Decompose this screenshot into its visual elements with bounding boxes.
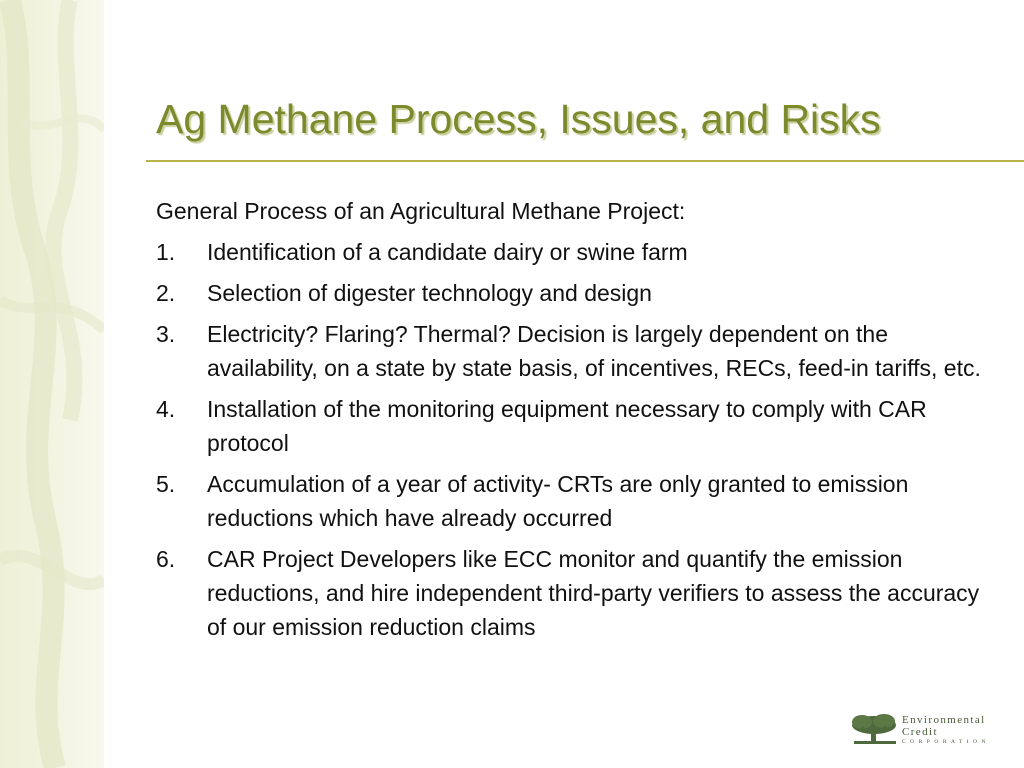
slide-title: Ag Methane Process, Issues, and Risks xyxy=(156,96,881,142)
list-item-text: Installation of the monitoring equipment necessary to comply with CAR protocol xyxy=(207,396,927,456)
list-item xyxy=(156,276,996,310)
list-item-text: Electricity? Flaring? Thermal? Decision is largely dependent on the availability, on a state by state basis, of incentives, RECs, feed-in tariffs, etc. xyxy=(207,321,981,381)
intro-text: General Process of an Agricultural Methane Project: xyxy=(156,198,686,224)
list-item-text: Identification of a candidate dairy or swine farm xyxy=(207,239,688,265)
list-item xyxy=(156,235,996,269)
logo-line-1: Environmental xyxy=(902,714,986,726)
list-item xyxy=(156,467,996,535)
list-item-number: 4. xyxy=(156,396,176,422)
tree-texture-graphic xyxy=(0,0,104,768)
logo-line-2: Credit xyxy=(902,726,938,738)
list-item-text: Accumulation of a year of activity- CRTs are only granted to emission reductions which have already occurred xyxy=(207,471,909,531)
list-item-number: 5. xyxy=(156,471,176,497)
list-item-text: CAR Project Developers like ECC monitor and quantify the emission reductions, and hire independent third-party verifiers to assess the accuracy of our emission reduction claims xyxy=(207,546,980,640)
list-item-number: 2. xyxy=(156,280,176,306)
decorative-tree-background xyxy=(0,0,104,768)
list-item-number: 6. xyxy=(156,546,176,572)
logo-wordmark xyxy=(902,715,990,746)
list-item xyxy=(156,317,996,385)
list-item xyxy=(156,392,996,460)
list-item-text: Selection of digester technology and design xyxy=(207,280,652,306)
list-item-number: 1. xyxy=(156,239,176,265)
company-logo xyxy=(850,712,1010,748)
logo-line-3: CORPORATION xyxy=(902,739,991,745)
slide-body xyxy=(156,194,996,651)
process-steps-list xyxy=(156,235,996,644)
list-item-number: 3. xyxy=(156,321,176,347)
title-divider xyxy=(146,160,1024,162)
tree-icon xyxy=(850,712,900,746)
list-item xyxy=(156,542,996,644)
